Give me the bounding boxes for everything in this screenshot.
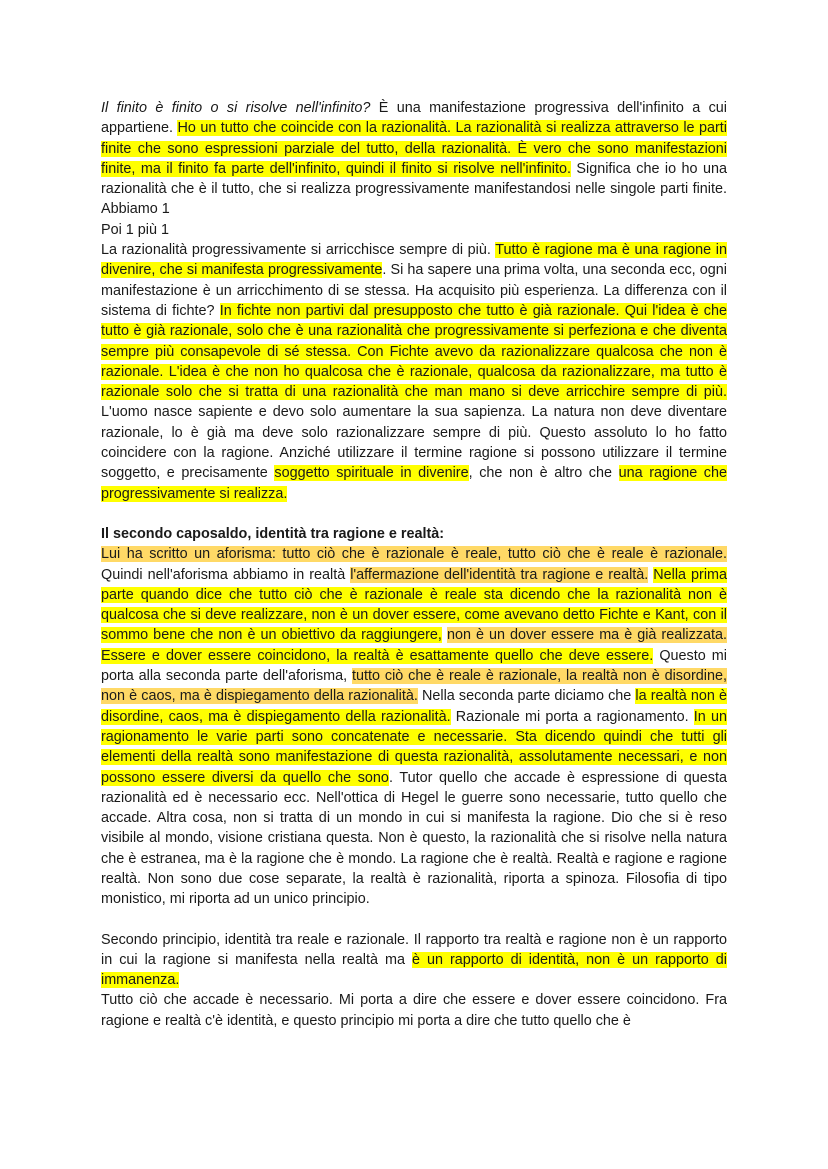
highlighted-text: la realtà non è disordine, caos, ma è dispiegamento della razionalità. (101, 688, 727, 725)
text-run: L'uomo nasce sapiente e devo solo aumentare la sua sapienza. La natura non deve diventare razionale, lo è già ma deve solo razionalizzare sempre di più. Questo assoluto lo ho fatto coincidere con la ragione. Anziché utilizzare il termine ragione si possono utilizzare il termine soggetto, e precisamente (101, 404, 727, 482)
highlighted-text: Essere e dover essere coincidono, la realtà è esattamente quello che deve essere. (101, 647, 654, 664)
paragraph (101, 220, 727, 240)
highlighted-text: l'affermazione dell'identità tra ragione e realtà. (350, 566, 649, 583)
paragraph (101, 240, 727, 504)
text-run: Il secondo caposaldo, identità tra ragione e realtà: (101, 525, 445, 542)
text-run: La razionalità progressivamente si arricchisce sempre di più. (101, 242, 496, 259)
highlighted-text: Tutto è ragione ma è una ragione in divenire, che si manifesta progressivamente (101, 242, 727, 279)
highlighted-text: Lui ha scritto un aforisma: tutto ciò che è razionale è reale, tutto ciò che è reale è razionale. (101, 546, 727, 563)
highlighted-text: tutto ciò che è reale è razionale, la realtà non è disordine, non è caos, ma è dispiegamento della razionalità. (101, 668, 728, 705)
paragraph (101, 990, 727, 1031)
section-heading (101, 524, 727, 544)
text-run: Poi 1 più 1 (101, 221, 170, 238)
text-run: . Si ha sapere una prima volta, una seconda ecc, ogni manifestazione è un arricchimento di se stessa. Ha acquisito più esperienza. La differenza con il sistema di fichte? (101, 262, 727, 319)
highlighted-text: In un ragionamento le varie parti sono concatenate e necessarie. Sta dicendo quindi che tutti gli elementi della realtà sono manifestazione di questa razionalità, assolutamente necessari, e non possono essere diversi da quello che sono (101, 708, 728, 786)
text-run: , che non è altro che (468, 465, 619, 482)
highlighted-text: In fichte non partivi dal presupposto che tutto è già razionale. Qui l'idea è che tutto è già razionale, solo che è una razionalità che progressivamente si perfeziona e che diventa sempre più consapevole di sé stessa. Con Fichte avevo da razionalizzare qualcosa che non è razionale. L'idea è che non ho qualcosa che è razionale, qualcosa da razionalizzare, ma tutto è razionale solo che si tratta di una razionalità che man mano si deve arricchire sempre di più. (101, 302, 727, 401)
highlighted-text: una ragione che progressivamente si realizza. (101, 465, 728, 502)
text-run: . Tutor quello che accade è espressione di questa razionalità ed è necessario ecc. Nell'ottica di Hegel le guerre sono necessarie, tutto quello che accade. Altra cosa, non si tratta di un mondo in cui si manifesta la ragione. Dio che si è reso visibile al mondo, visione cristiana questa. Non è questo, la razionalità che si risolve nella natura che è estranea, ma è la ragione che è mondo. La ragione che è realtà. Realtà e ragione e ragione realtà. Non sono due cose separate, la realtà è razionalità, riporta a spinoza. Filosofia di tipo monistico, mi riporta ad un unico principio. (101, 769, 727, 908)
highlighted-text: Ho un tutto che coincide con la razionalità. La razionalità si realizza attraverso le parti finite che sono espressioni parziale del tutto, della razionalità. È vero che sono manifestazioni finite, ma il finito fa parte dell'infinito, quindi il finito si risolve nell'infinito. (101, 120, 727, 177)
text-run: Significa che io ho una razionalità che è il tutto, che si realizza progressivamente manifestandosi nelle singole parti finite. Abbiamo 1 (101, 160, 727, 218)
text-run: È una manifestazione progressiva dell'infinito a cui appartiene. (101, 100, 727, 137)
text-run: Tutto ciò che accade è necessario. Mi porta a dire che essere e dover essere coincidono. Fra ragione e realtà c'è identità, e questo principio mi porta a dire che tutto quello che è (101, 992, 727, 1029)
paragraph-spacer (101, 910, 727, 930)
text-run: Quindi nell'aforisma abbiamo in realtà (101, 566, 351, 583)
text-run: Secondo principio, identità tra reale e razionale. Il rapporto tra realtà e ragione non è un rapporto in cui la ragione si manifesta nella realtà ma (101, 931, 727, 968)
highlighted-text: soggetto spirituale in divenire (274, 465, 469, 482)
document-page (101, 98, 727, 1031)
paragraph (101, 98, 727, 220)
highlighted-text: è un rapporto di identità, non è un rapporto di immanenza. (101, 951, 727, 989)
text-run: Razionale mi porta a ragionamento. (450, 708, 694, 725)
paragraph-spacer (101, 504, 727, 524)
text-run: Questo mi porta alla seconda parte dell'aforisma, (101, 647, 727, 685)
paragraph (101, 544, 727, 909)
highlighted-text: Nella prima parte quando dice che tutto ciò che è razionale è reale sta dicendo che la razionalità non è qualcosa che si deve realizzare, non è un dover essere, come avevano detto Fichte e Kant, con il sommo bene che non è un obiettivo da raggiungere, (101, 566, 728, 644)
text-run: Nella seconda parte diciamo che (417, 688, 636, 705)
highlighted-text: non è un dover essere ma è già realizzata. (446, 627, 728, 644)
italic-text: Il finito è finito o si risolve nell'infinito? (101, 100, 371, 116)
paragraph (101, 930, 727, 991)
